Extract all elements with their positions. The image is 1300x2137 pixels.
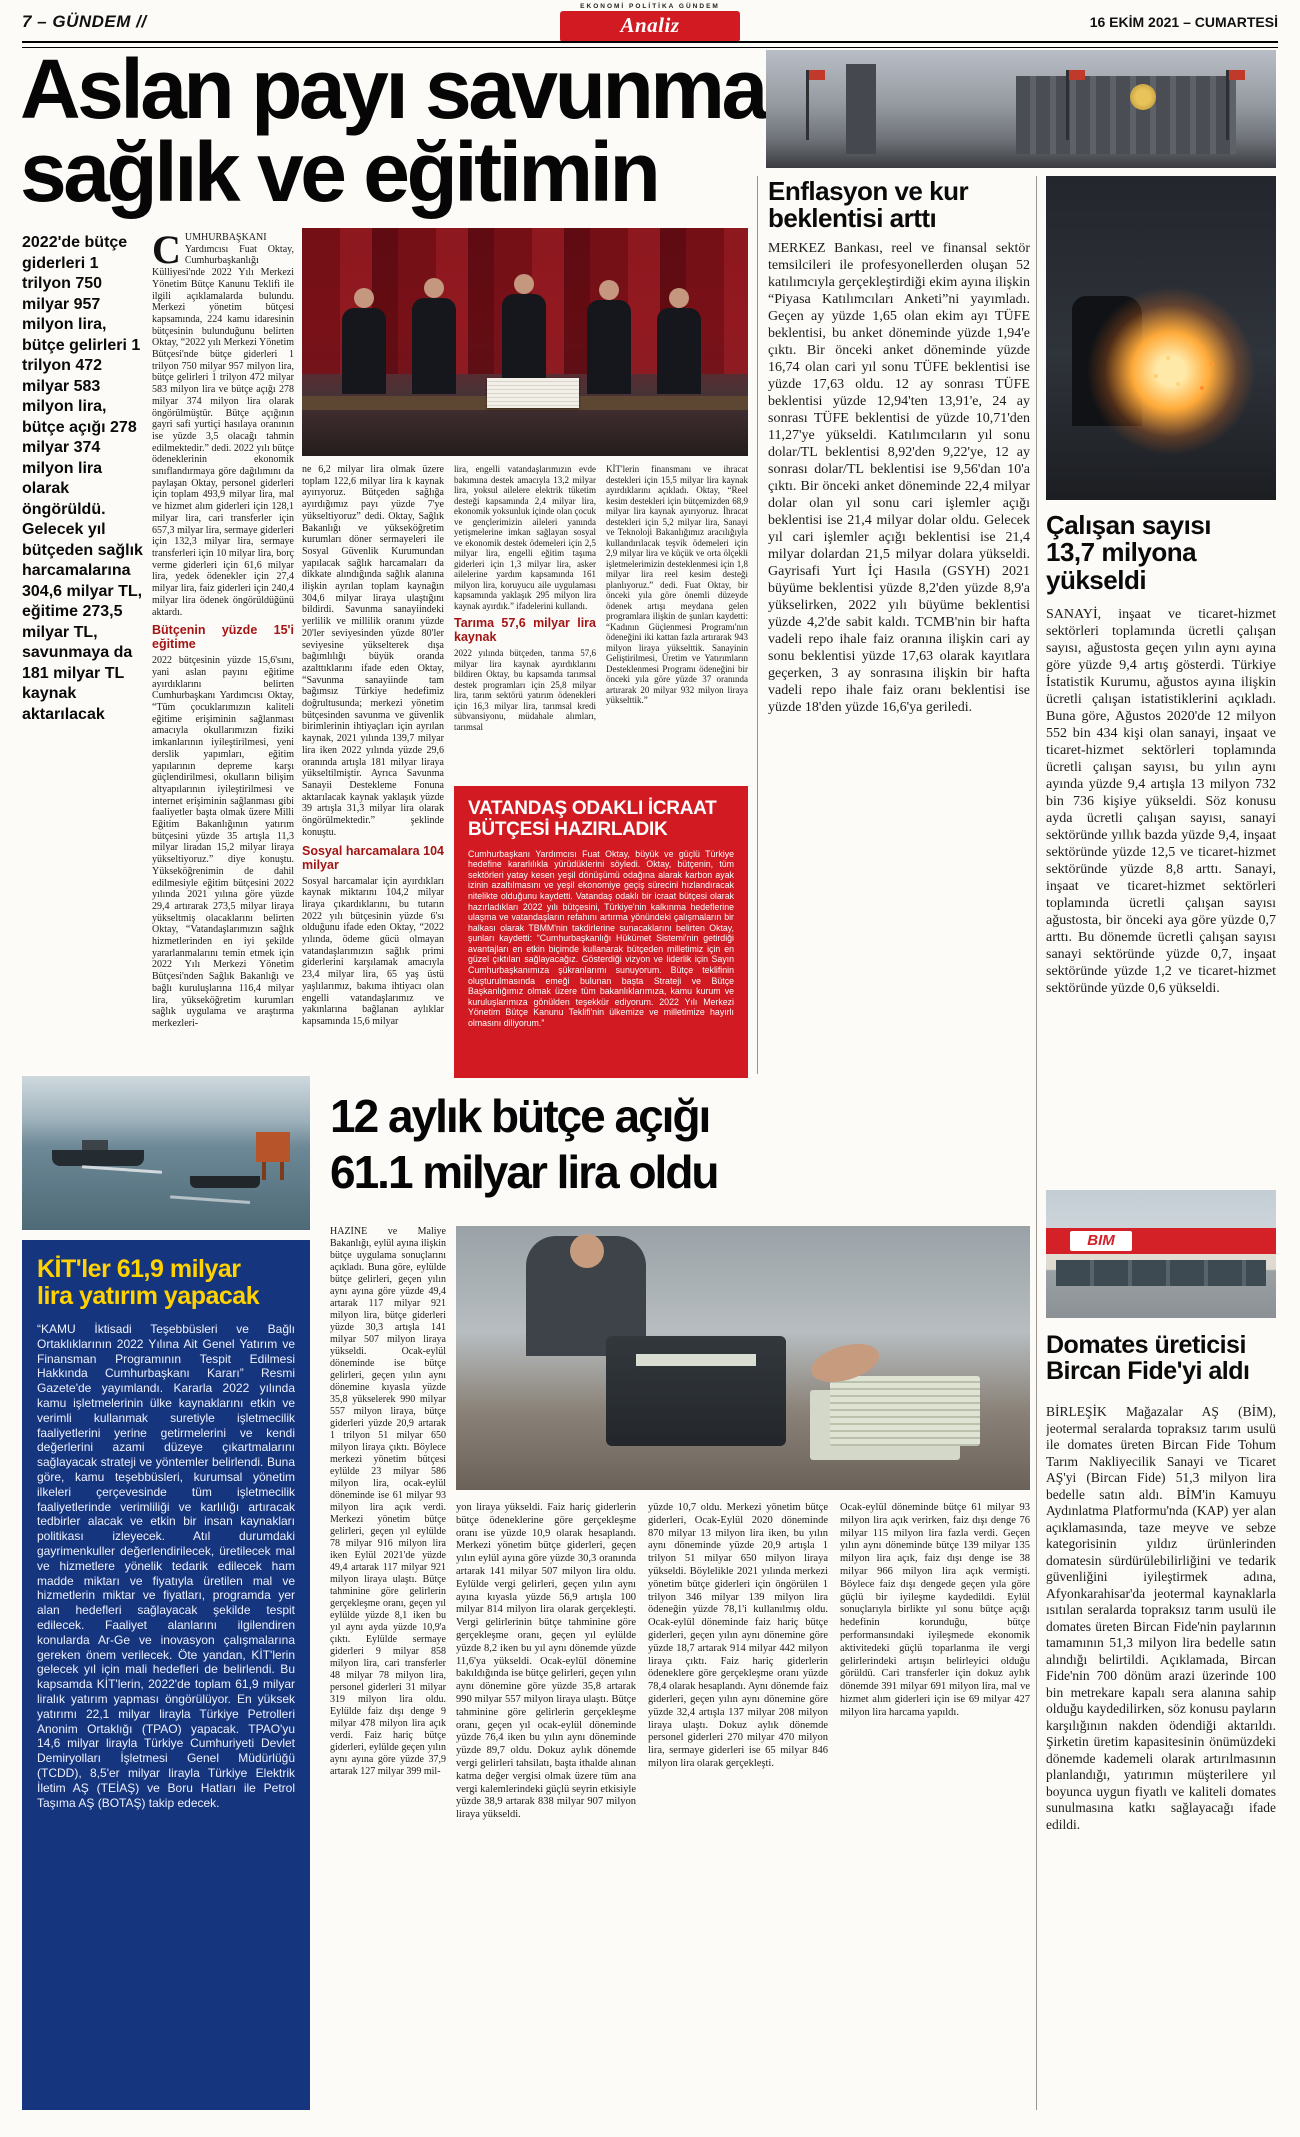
main-article-col1-p2: 2022 bütçesinin yüzde 15,6'sını, yani aslan payını eğitime ayırdıklarını belirten Cumhurbaşkanı Yardımcısı Oktay, “Tüm çocuklarımızın kaliteli eğitime erişiminin sağlanması amacıyla okullarımızın fiziki imkanlarının iyileştirilmesi, yeni derslik yapımları, eğitim yapılarının depreme karşı güçlendirilmesi, okulların bilişim altyapılarının iyileştirilmesi ve internet erişiminin sağlanması gibi faaliyetler başta olmak üzere Milli Eğitim Bakanlığının yatırım bütçesini yüzde 35 artışla 11,3 milyar liradan 15,2 milyar liraya yükseltiyoruz.” diye konuştu. Yükseköğrenimin de dahil edilmesiyle eğitim bütçesini 2022 yılında 2021 yılına göre yüzde 29,4 artırarak 273,5 milyar liraya yükseltmiş olacaklarını belirten Oktay, “Vatandaşlarımızın sağlık hizmetlerinden en iyi şekilde yararlanmalarını temin etmek için 2022 Yılı Merkezi Yönetim Bütçesi'nden Sağlık Bakanlığı ve bağlı kuruluşlarına 116,4 milyar lira, yükseköğretim kurumları sağlık uygulama ve araştırma merkezleri- [152, 655, 294, 1029]
main-article-col3-p2: 2022 yılında bütçeden, tarıma 57,6 milyar lira kaynak ayırdıklarını bildiren Oktay, bu kapsamda tarımsal destek programları için 25,8 milyar lira, tarım sektörü yatırım ödenekleri için 16,3 milyar lira, tarımsal kredi sübvansiyonu, müdahale alımları, tarımsal [454, 648, 596, 732]
column-rule [1036, 176, 1037, 2110]
red-box-title-line1: VATANDAŞ ODAKLI İCRAAT [468, 798, 717, 819]
bim-logo: BIM [1070, 1231, 1132, 1251]
money-counting-machine [606, 1336, 786, 1446]
ship-wake [82, 1165, 162, 1174]
subhead-social: Sosyal harcamalara 104 milyar [302, 843, 444, 872]
citizen-budget-box [454, 786, 748, 1078]
official-figure [342, 308, 386, 394]
column-rule [757, 176, 758, 1074]
issue-date: 16 EKİM 2021 – CUMARTESİ [1089, 14, 1278, 30]
main-article-col4 [606, 464, 748, 778]
subhead-education: Bütçenin yüzde 15'i eğitime [152, 623, 294, 652]
main-article-col2 [302, 464, 444, 1074]
flagpole [806, 70, 809, 140]
inflation-article-body: MERKEZ Bankası, reel ve finansal sektör temsilcileri ile profesyonellerden oluşan 52 katılımcıyla gerçekleştirdiği ekim ayına ilişkin “Piyasa Katılımcıları Anketi”ni yayımladı. Geçen ay yüzde 1,65 olan ekim ayı TÜFE beklentisi, bu anket döneminde yüzde 1,94'e çıktı. Bir önceki anket döneminde yüzde 16,74 olan cari yıl sonu TÜFE beklentisi ise yüzde 17,63 oldu. 12 ay sonrası TÜFE beklentisi yüzde 12,94'ten 13,91'e, 24 ay sonrası TÜFE beklentisi de yüzde 10,71'den 11,27'ye yükseldi. Katılımcıların yıl sonu dolar/TL beklentisi 8,92'den 9,22'ye, 12 ay sonrası dolar/TL beklentisi ise 9,56'dan 10'a çıktı. Bir önceki anket döneminde 22,4 milyar dolar olan yıl sonu cari işlemler açığı beklentisi ise 21,4 milyar dolar oldu. Gelecek yıl cari işlemler açığı beklentisi ise 21,4 milyar dolardan 21,5 milyar dolara yükseldi. Gayrisafi Yurt İçi Hasıla (GSYH) 2021 büyüme beklentisi yüzde 8,2'den yüzde 8,9'a yükselirken, 2022 yılı büyüme beklentisi yüzde 4,2'de sabit kaldı. TCMB'nin bir hafta vadeli repo ihale faiz oranına ilişkin cari ay sonu beklentisi yüzde 17,63 olarak kayıtlara geçerken, 3 ay sonrasına ilişkin bir hafta vadeli repo ihale faiz oranı beklentisi ise yüzde 18'den yüzde 16,6'ya geriledi. [768, 241, 1030, 715]
ship [52, 1150, 144, 1166]
building-facade [1016, 76, 1236, 154]
official-figure [657, 308, 701, 394]
deficit-article-col4: Ocak-eylül döneminde bütçe 61 milyar 93 milyon lira açık verirken, faiz dışı denge 76 milyar 115 milyon lira fazla verdi. Geçen yılın aynı döneminde bütçe 139 milyar 135 milyon lira açık, faiz dışı denge ise 38 milyar 966 milyon lira açık vermişti. Böylece faiz dışı dengede geçen yıla göre güçlü bir iyileşme kaydedildi. Eylül sonuçlarıyla birlikte yıl sonu bütçe açığı hedefinin korunduğu, bütçe performansındaki iyileşmede ekonomik aktivitedeki güçlü toparlanma ile vergi gelirlerindeki artışın belirleyici olduğu görüldü. Cari transferler için dokuz aylık dönemde 391 milyar 691 milyon lira, mal ve hizmet alım giderleri için ise 69 milyar 427 milyon lira harcama yapıldı. [840, 1502, 1030, 1718]
banknote-stacks [830, 1376, 980, 1446]
red-box-body: Cumhurbaşkanı Yardımcısı Fuat Oktay, büyük ve güçlü Türkiye hedefine kararlılıkla yürüdüklerini söyledi. Oktay, bütçenin, tüm sektörleri yatay kesen yeşil dönüşümü odağına alarak karbon ayak izinin azaltılmasını ve yeşil ekonomiye geçiş sürecini hızlandıracak nitelikte olduğunu kaydetti. Vatandaş odaklı bir icraat bütçesi olarak hazırladıkları 2022 yılı bütçesini, Türkiye'nin kalkınma hedeflerine ulaşma ve vatandaşların refahını artırma yönündeki çalışmaların bir halkası olarak TBMM'nin takdirlerine sunacaklarını belirten Oktay, şunları kaydetti: “Cumhurbaşkanlığı Hükümet Sistemi'nin getirdiği avantajları en etkin biçimde kullanarak bütçeden milletimiz için en güzel çıktıları sağlayacağız. Gösterdiği vizyon ve liderlik için Sayın Cumhurbaşkanımıza şükranlarımı sunuyorum. Bütçe teklifinin oluşturulmasında emeği bulunan başta Strateji ve Bütçe Başkanlığımız olmak üzere tüm bakanlıklarımıza, kamu kurum ve kuruluşlarımıza gönülden teşekkür ediyorum. 2022 Yılı Merkezi Yönetim Bütçe Kanunu Teklifi'nin ülkemize ve milletimize hayırlı olmasını diliyorum.” [468, 848, 734, 1029]
official-figure [412, 298, 456, 394]
deficit-article-col1: HAZİNE ve Maliye Bakanlığı, eylül ayına ilişkin bütçe uygulama sonuçlarını açıkladı. Buna göre, eylülde bütçe gelirleri, geçen yılın aynı ayına göre yüzde 49,4 artarak 117 milyar 921 milyon lira, bütçe giderleri yüzde 30,3 artışla 141 milyar 507 milyon liraya yükseldi. Ocak-eylül döneminde ise bütçe gelirleri, geçen yılın aynı dönemine kıyasla yüzde 35,8 yükselerek 990 milyar 557 milyon liraya, bütçe giderleri yüzde 20,9 artarak 1 trilyon 51 milyar 650 milyon liraya çıktı. Böylece merkezi yönetim bütçesi eylülde 23 milyar 586 milyon lira, ocak-eylül döneminde ise 61 milyar 93 milyon lira açık verdi. Merkezi yönetim bütçe gelirleri, geçen yıl eylülde 78 milyar 916 milyon lira iken Eylül 2021'de yüzde 49,4 artarak 117 milyar 921 milyon liraya ulaştı. Bütçe tahminine göre gelirlerin gerçekleşme oranı, geçen yıl eylülde yüzde 8,1 iken bu yıl aynı ayda yüzde 10,9'a çıktı. Eylülde sermaye giderleri 9 milyar 858 milyon lira, cari transferler 48 milyar 78 milyon lira, personel giderleri 31 milyar 319 milyon lira oldu. Eylülde faiz dışı denge 9 milyar 478 milyon lira açık verdi. Faiz hariç bütçe giderleri, eylülde geçen yılın aynı ayına göre yüzde 37,9 artarak 127 milyar 399 mil- [330, 1226, 446, 1777]
sparks [1166, 356, 1170, 360]
main-article-col2-p1: ne 6,2 milyar lira olmak üzere toplam 122,6 milyar lira k kaynak ayırıyoruz. Bütçeden sağlığa ayırdığımız payı yüzde 7'ye yükseltiyoruz” dedi. Oktay, Sağlık Bakanlığı ve yükseköğretim kurumları döner sermayeleri ile Sosyal Güvenlik Kurumundan yapılacak sağlık harcamaları da dikkate alındığında sağlık alanına ilişkin ayrılan toplam kaynağın 304,6 milyar liraya ulaştığını bildirdi. Savunma sanayiindeki yerlilik ve millilik oranını yüzde 20'ler seviyesinden yüzde 80'ler seviyesine yükselterek dışa bağımlılığı büyük oranda azalttıklarını ifade eden Oktay, “Savunma sanayiinde tam bağımsız Türkiye hedefimiz doğrultusunda; merkezi yönetim bütçesinden savunma ve güvenlik birimlerinin ihtiyaçları için ayrılan kaynak, 2021 yılında 139,7 milyar lira iken 2022 yılında yüzde 29,6 oranında artışla 181 milyar liraya yükseltilmiştir. Ayrıca Savunma Sanayii Destekleme Fonuna aktarılacak kaynak yaklaşık yüzde 39 artışla 31,3 milyar lira olarak öngörülmektedir.” şeklinde konuştu. [302, 464, 444, 838]
dropcap: C [152, 232, 181, 272]
deficit-headline-line1: 12 aylık bütçe açığı [330, 1090, 710, 1142]
main-article-col1-p1: UMHURBAŞKANI Yardımcısı Fuat Oktay, Cumhurbaşkanlığı Külliyesi'nde 2022 Yılı Merkezi Yönetim Bütçe Kanunu Teklifi ile ilgili açıklamalarda bulundu. Merkezi yönetim bütçesi kapsamında, 224 kamu idaresinin bütçesinin bulunduğunu belirten Oktay, “2022 yılı Merkezi Yönetim Bütçesi'nde bütçe giderleri 1 trilyon 750 milyar 957 milyon lira, bütçe gelirleri 1 trilyon 472 milyar 583 milyon lira ve bütçe açığı 278 milyar 374 milyon lira olarak öngörülmüştür. Bütçe açığının gayri safi yurtiçi hasılaya oranının ise yüzde 3,5 olacağı tahmin edilmektedir.” dedi. 2022 yılı bütçe ödeneklerinin ekonomik sınıflandırmaya göre dağılımını da paylaşan Oktay, personel giderleri için toplam 493,9 milyar lira, mal ve hizmet alım giderleri için 128,1 milyar lira, cari transferler için 657,3 milyar lira, sermaye giderleri için 132,3 milyar lira, sermaye transferleri için 10 milyar lira, borç verme giderleri için 61,6 milyar lira, yedek ödenekler için 27,4 milyar lira, faiz giderleri için 240,4 milyar lira ödenek öngörüldüğünü aktardı. [152, 232, 294, 618]
main-headline [20, 42, 768, 220]
kit-investment-box [22, 1240, 310, 2110]
employment-title-line3: yükseldi [1046, 564, 1147, 595]
deficit-headline [330, 1088, 760, 1200]
masthead-tagline: EKONOMİ POLİTİKA GÜNDEM [580, 3, 720, 10]
bim-article-body: BİRLEŞİK Mağazalar AŞ (BİM), jeotermal seralarda topraksız tarım usulü ile domates üreten Bircan Fide Tohum Tarım Nakliyecilik Sanayi ve Ticaret AŞ'yi (Bircan Fide) 51,3 milyon lira bedelle satın aldı. BİM'in Kamuyu Aydınlatma Platformu'nda (KAP) yer alan açıklamasında, taze meyve ve sebze kategorisinin yıldız ürünlerinden domatesin sürdürülebilirliğini ve tedarik güvenliğini iyileştirmek adına, Afyonkarahisar'da jeotermal kaynaklarla ısıtılan seralarda topraksız tarım usulü ile domates üreten Bircan Fide'nin paylarının tamamının 51,3 milyon lira bedelle satın alındığı belirtildi. Açıklamada, Bircan Fide'nin 700 dönüm arazi üzerinde 100 bin metrekare kapalı sera alanına sahip olduğu kaydedilirken, söz konusu payların karşılığının nakden ödendiği aktarıldı. Şirketin üretim kapasitesinin önümüzdeki dönemde kademeli olarak artırılmasının planlandığı, yatırımın müşterilere yıl boyunca uygun fiyatlı ve kaliteli domates sunulmasına katkı sağlayacağı ifade edildi. [1046, 1404, 1276, 1832]
lead-deck: 2022'de bütçe giderleri 1 trilyon 750 milyar 957 milyon lira, bütçe gelirleri 1 trilyon 472 milyar 583 milyon lira, bütçe açığı 278 milyar 374 milyon lira olarak öngörüldü. Gelecek yıl bütçeden sağlık harcamalarına 304,6 milyar TL, eğitime 273,5 milyar TL, savunmaya da 181 milyar TL kaynak aktarılacak [22, 234, 143, 723]
bim-title-line1: Domates üreticisi [1046, 1331, 1246, 1359]
inflation-article-title [768, 178, 1030, 233]
employment-article-body: SANAYİ, inşaat ve ticaret-hizmet sektörleri toplamında ücretli çalışan sayısı, ağustosta geçen yılın aynı ayına göre yüzde 9,4 artış gösterdi. Türkiye İstatistik Kurumu, ağustos ayına ilişkin ücretli çalışan istatistiklerini açıkladı. Buna göre, Ağustos 2020'de 12 milyon 552 bin 434 kişi olan sanayi, inşaat ve ticaret-hizmet sektörleri toplamında ücretli çalışan sayısı, bu yılın aynı ayında yüzde 9,4 artışla 13 milyon 732 bin 736 kişiye yükseldi. Söz konusu ayda ücretli çalışan sayısı, sanayi sektöründe yıllık bazda yüzde 9,4, inşaat sektöründe yüzde 12,5 ve ticaret-hizmet sektöründe yüzde 8,8 arttı. Sanayi, inşaat ve ticaret-hizmet sektörleri toplamında ücretli çalışan sayısı ağustosta, bir önceki aya göre yüzde 0,7 arttı. Bu dönemde ücretli çalışan sayısı sanayi sektöründe yüzde 0,7, inşaat sektöründe yüzde 1,2 ve ticaret-hizmet sektöründe yüzde 0,6 yükseldi. [1046, 607, 1276, 996]
main-article-col2-p2: Sosyal harcamalar için ayırdıkları kaynak miktarını 104,2 milyar liraya çıkardıklarını, bu tutarın 2022 yılı bütçesinin yüzde 6'sı olduğunu ifade eden Oktay, “2022 yılında, ödeme gücü olmayan vatandaşlarımızın sağlık primi giderlerini karşılamak amacıyla 23,4 milyar lira, 65 yaş üstü yaşlılarımız, bakıma ihtiyacı olan engelli vatandaşlarımız ve yakınlarına bağlanan aylıklar kapsamında 15,6 milyar [302, 875, 444, 1027]
kit-box-body: “KAMU İktisadi Teşebbüsleri ve Bağlı Ortaklıklarının 2022 Yılına Ait Genel Yatırım ve Finansman Programının Tespit Edilmesi Hakkında Cumhurbaşkanı Kararı” Resmi Gazete'de yayımlandı. Kararla 2022 yılında kamu işletmelerinin ülke kaynaklarını etkin ve verimli kullanmak suretiyle işletmecilik faaliyetlerini yerine getirmelerini ve kendi değerlerini azami düzeye çıkartmalarını sağlayacak strateji ve yöntemler belirlendi. Buna göre, kamu teşebbüsleri, kurumsal yönetim ilkeleri çerçevesinde tüm işletmecilik faaliyetlerinde verimliliği ve karlılığı artıracak tedbirler alacak ve etkin bir insan kaynakları politikası izleyecek. Atıl durumdaki gayrimenkuller değerlendirilecek, üretilecek mal ve hizmetlere yönelik tedarik edilecek ham madde miktarı ve fiyatıyla üretilen mal ve hizmetlerin miktar ve fiyatları, programda yer alan hedefleri sağlayacak şekilde tespit edilecek. Faaliyet alanlarını ilgilendiren konularda Ar-Ge ve inovasyon çalışmalarına gereken önem verilecek. Öte yandan, KİT'lerin gelecek yıl için mali hedefleri de belirlendi. Bu kapsamda KİT'lerin, 2022'de toplam 61,9 milyar liralık yatırım yapması öngörülüyor. En yüksek yatırımı 22,1 milyar lirayla Türkiye Petrolleri Anonim Ortaklığı (TPAO) yapacak. TPAO'yu 14,6 milyar lirayla Türkiye Cumhuriyeti Devlet Demiryolları İşletmesi Genel Müdürlüğü (TCDD), 8,5'er milyar lirayla Türkiye Elektrik İletim AŞ (TEİAŞ) ve Boru Hatları ile Petrol Taşıma AŞ (BOTAŞ) takip edecek. [37, 1322, 295, 1810]
store-windows [1056, 1260, 1266, 1286]
building-tower [846, 64, 876, 154]
flagpole [1226, 70, 1229, 140]
kit-box-title [37, 1256, 295, 1310]
official-figure [587, 300, 631, 394]
deficit-article-col2: yon liraya yükseldi. Faiz hariç giderlerin bütçe ödeneklerine göre gerçekleşme oranı ise yüzde 10,9 olarak hesaplandı. Merkezi yönetim bütçe giderleri, geçen yılın eylül ayına göre yüzde 30,3 oranında artarak 141 milyar 507 milyon lira oldu. Eylülde vergi gelirleri, geçen yılın aynı ayına kıyasla yüzde 56,9 artışla 100 milyar 814 milyon lira olarak gerçekleşti. Vergi gelirlerinin bütçe tahminine göre gerçekleşme oranı, geçen yıl eylülde yüzde 8,2 iken bu yıl aynı dönemde yüzde 11,6'ya yükseldi. Ocak-eylül dönemine bakıldığında ise bütçe gelirleri, geçen yılın aynı dönemine göre yüzde 35,8 artarak 990 milyar 557 milyon liraya ulaştı. Bütçe tahminine göre gelirlerin gerçekleşme oranı, geçen yıl ocak-eylül döneminde yüzde 76,4 iken bu yılın aynı döneminde yüzde 89,7 oldu. Dokuz aylık dönemde vergi gelirleri tahsilatı, başta ithalde alınan katma değer vergisi olmak üzere tüm ana vergi kalemlerindeki güçlü seyrin etkisiyle yüzde 38,9 artarak 838 milyar 907 milyon liraya yükseldi. [456, 1502, 636, 1821]
photo-budget-presentation [302, 228, 748, 456]
subhead-agriculture: Tarıma 57,6 milyar lira kaynak [454, 616, 596, 644]
photo-money-counting [456, 1226, 1030, 1490]
flagpole [1066, 70, 1069, 140]
budget-document-stack [487, 378, 579, 408]
inflation-title-line1: Enflasyon ve kur [768, 176, 969, 206]
employment-title-line1: Çalışan sayısı [1046, 510, 1211, 540]
employment-title-line2: 13,7 milyona [1046, 537, 1197, 568]
bim-title-line2: Bircan Fide'yi aldı [1046, 1357, 1250, 1386]
gold-emblem [1130, 84, 1156, 110]
banknotes-in-machine [636, 1354, 756, 1366]
inflation-title-line2: beklentisi arttı [768, 203, 937, 234]
masthead-logo: Analiz [560, 11, 740, 42]
bim-article-title [1046, 1332, 1276, 1385]
masthead [560, 3, 740, 42]
photo-presidential-complex [766, 50, 1276, 168]
deficit-article-col3: yüzde 10,7 oldu. Merkezi yönetim bütçe giderleri, Ocak-Eylül 2020 döneminde 870 milyar 13 milyon lira iken, bu yılın aynı döneminde yüzde 20,9 artışla 1 trilyon 51 milyar 650 milyon liraya yükseldi. Böylelikle 2021 yılında merkezi yönetim bütçe giderleri için öngörülen 1 trilyon 346 milyar 139 milyon lira ödeneğin yüzde 78,1'i kullanılmış oldu. Ocak-eylül döneminde faiz hariç bütçe giderleri, geçen yılın aynı dönemine göre yüzde 18,7 artarak 914 milyar 442 milyon liraya çıktı. Faiz hariç giderlerin ödeneklere göre gerçekleşme oranı yüzde 78,4 olarak hesaplandı. Aynı dönemde faiz giderleri, geçen yılın aynı dönemine göre yüzde 32,4 artışla 137 milyar 208 milyon liraya ulaştı. Dokuz aylık dönemde personel giderleri 270 milyar 470 milyon lira, sermaye giderleri ise 65 milyar 846 milyon lira olarak gerçekleşti. [648, 1502, 828, 1769]
photo-bim-store [1046, 1190, 1276, 1318]
offshore-platform [256, 1132, 290, 1162]
ship [190, 1176, 260, 1188]
deficit-headline-line2: 61.1 milyar lira oldu [330, 1146, 718, 1199]
red-box-title [468, 798, 734, 841]
main-headline-line1: Aslan payı savunma [20, 42, 765, 136]
welding-glow [1086, 286, 1256, 456]
main-article-col4-p1: KİT'lerin finansmanı ve ihracat destekleri için 15,5 milyar lira kaynak ayırdıklarını açıkladı. Oktay, “Reel kesim destekleri için bütçemizden 68,9 milyar lira kaynak ayırıyoruz. İhracat destekleri için 5,2 milyar lira, Sanayi ve Teknoloji Bakanlığımız aracılığıyla kullandırılacak teşvik ödemeleri için 2,9 milyar lira ve küçük ve orta ölçekli işletmelerimizin desteklenmesi için 1,8 milyar lira reel kesim desteği planlıyoruz.” dedi. Fuat Oktay, bir önceki yıla göre önemli düzeyde ödenek artışı meydana gelen programlara ilişkin de şunları kaydetti: “Kadının Güçlenmesi Programı'nın ödeneğini iki kattan fazla artırarak 943 milyon liraya yükselttik. Sanayinin Geliştirilmesi, Üretim ve Yatırımların Desteklenmesi Programı ödeneğini bir önceki yıla göre yüzde 37 oranında artırarak 20 milyar 932 milyon liraya yükselttik.” [606, 464, 748, 705]
photo-ships-at-sea [22, 1076, 310, 1230]
kit-title-line1: KİT'ler 61,9 milyar [37, 1255, 241, 1283]
main-article-col3-p1: lira, engelli vatandaşlarımızın evde bakımına destek amacıyla 13,2 milyar lira, yoksul ailelere elektrik tüketim desteği kapsamında 2,4 milyar lira, ekonomik yoksunluk içinde olan çocuk ve gençlerimizin aileleri yanında yetişmelerine imkan sağlayan sosyal ve ekonomik destek ödemeleri için 2,5 milyar lira, engelli eğitim taşıma giderleri için 1,3 milyar lira, asker ailelerine yardım kapsamında 161 milyon lira, koruyucu aile uygulaması kapsamında yaklaşık 295 milyon lira kaynak ayırdık.” ifadelerini kullandı. [454, 464, 596, 611]
section-label: 7 – GÜNDEM // [22, 12, 147, 31]
kit-title-line2: lira yatırım yapacak [37, 1282, 260, 1310]
main-headline-line2: sağlık ve eğitimin [20, 125, 658, 220]
photo-factory-welder [1046, 176, 1276, 500]
red-box-title-line2: BÜTÇESİ HAZIRLADIK [468, 819, 668, 841]
employment-article-title [1046, 512, 1276, 594]
main-article-col3 [454, 464, 596, 778]
main-article-col1 [152, 232, 294, 1074]
